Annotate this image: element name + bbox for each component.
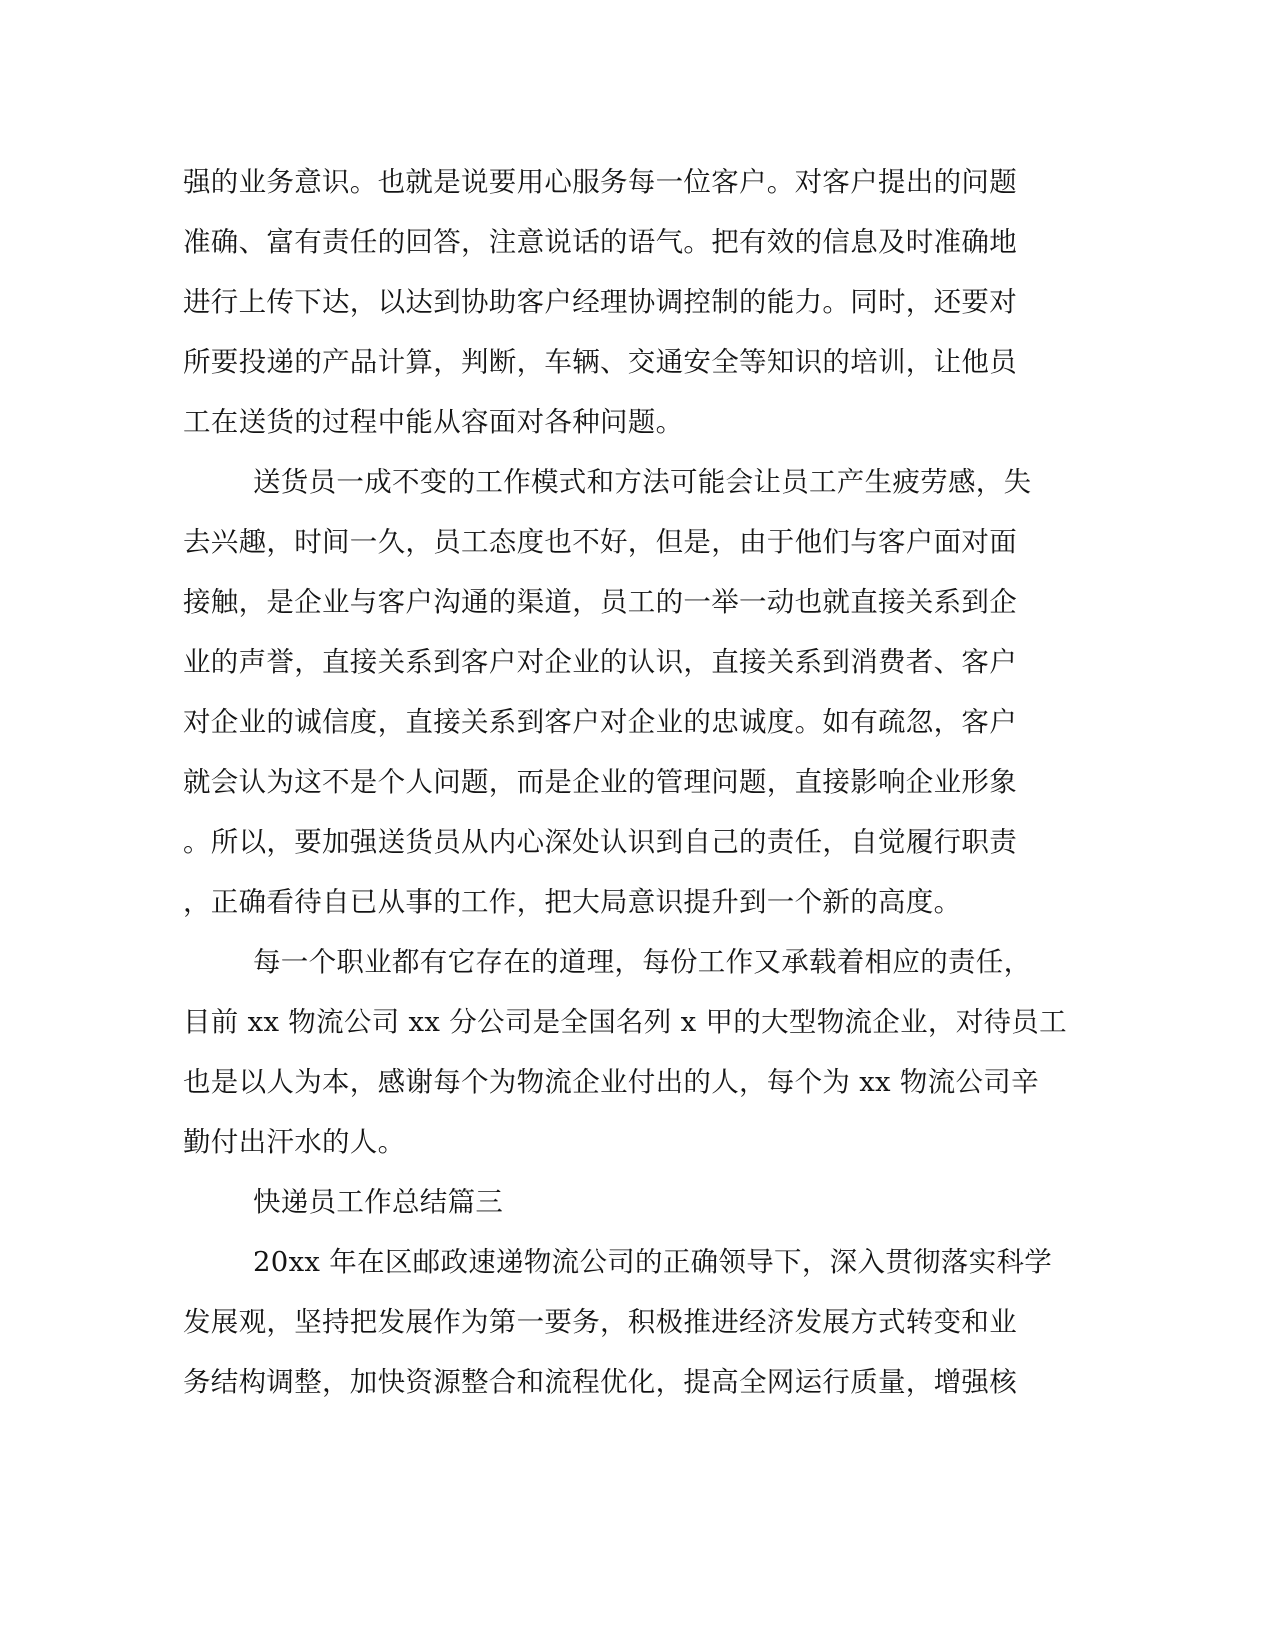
paragraph-line: 进行上传下达，以达到协助客户经理协调控制的能力。同时，还要对: [183, 286, 1017, 318]
paragraph-2: [183, 452, 1043, 932]
paragraph-line: 接触，是企业与客户沟通的渠道，员工的一举一动也就直接关系到企: [183, 586, 1017, 618]
paragraph-line: 每一个职业都有它存在的道理，每份工作又承载着相应的责任，: [253, 946, 1032, 978]
section-heading: [183, 1172, 1043, 1232]
paragraph-line: 就会认为这不是个人问题，而是企业的管理问题，直接影响企业形象: [183, 766, 1017, 798]
paragraph-line: 20xx 年在区邮政速递物流公司的正确领导下，深入贯彻落实科学: [253, 1246, 1053, 1278]
paragraph-line: 目前 xx 物流公司 xx 分公司是全国名列 x 甲的大型物流企业，对待员工: [183, 1006, 1067, 1038]
paragraph-line: ，正确看待自已从事的工作，把大局意识提升到一个新的高度。: [183, 886, 962, 918]
paragraph-3: [183, 932, 1067, 1172]
document-body: [183, 152, 1067, 1412]
paragraph-line: 也是以人为本，感谢每个为物流企业付出的人，每个为 xx 物流公司辛: [183, 1066, 1039, 1098]
paragraph-4: [183, 1232, 1053, 1412]
paragraph-line: 发展观，坚持把发展作为第一要务，积极推进经济发展方式转变和业: [183, 1306, 1017, 1338]
paragraph-line: 务结构调整，加快资源整合和流程优化，提高全网运行质量，增强核: [183, 1366, 1017, 1398]
paragraph-1: [183, 152, 1043, 452]
paragraph-line: 工在送货的过程中能从容面对各种问题。: [183, 406, 684, 438]
paragraph-line: 所要投递的产品计算，判断，车辆、交通安全等知识的培训，让他员: [183, 346, 1017, 378]
paragraph-line: 。所以，要加强送货员从内心深处认识到自己的责任，自觉履行职责: [183, 826, 1017, 858]
paragraph-line: 强的业务意识。也就是说要用心服务每一位客户。对客户提出的问题: [183, 166, 1017, 198]
section-heading-text: 快递员工作总结篇三: [253, 1186, 504, 1218]
paragraph-line: 勤付出汗水的人。: [183, 1126, 406, 1158]
paragraph-line: 送货员一成不变的工作模式和方法可能会让员工产生疲劳感，失: [253, 466, 1032, 498]
paragraph-line: 业的声誉，直接关系到客户对企业的认识，直接关系到消费者、客户: [183, 646, 1017, 678]
paragraph-line: 去兴趣，时间一久，员工态度也不好，但是，由于他们与客户面对面: [183, 526, 1017, 558]
paragraph-line: 准确、富有责任的回答，注意说话的语气。把有效的信息及时准确地: [183, 226, 1017, 258]
paragraph-line: 对企业的诚信度，直接关系到客户对企业的忠诚度。如有疏忽，客户: [183, 706, 1017, 738]
